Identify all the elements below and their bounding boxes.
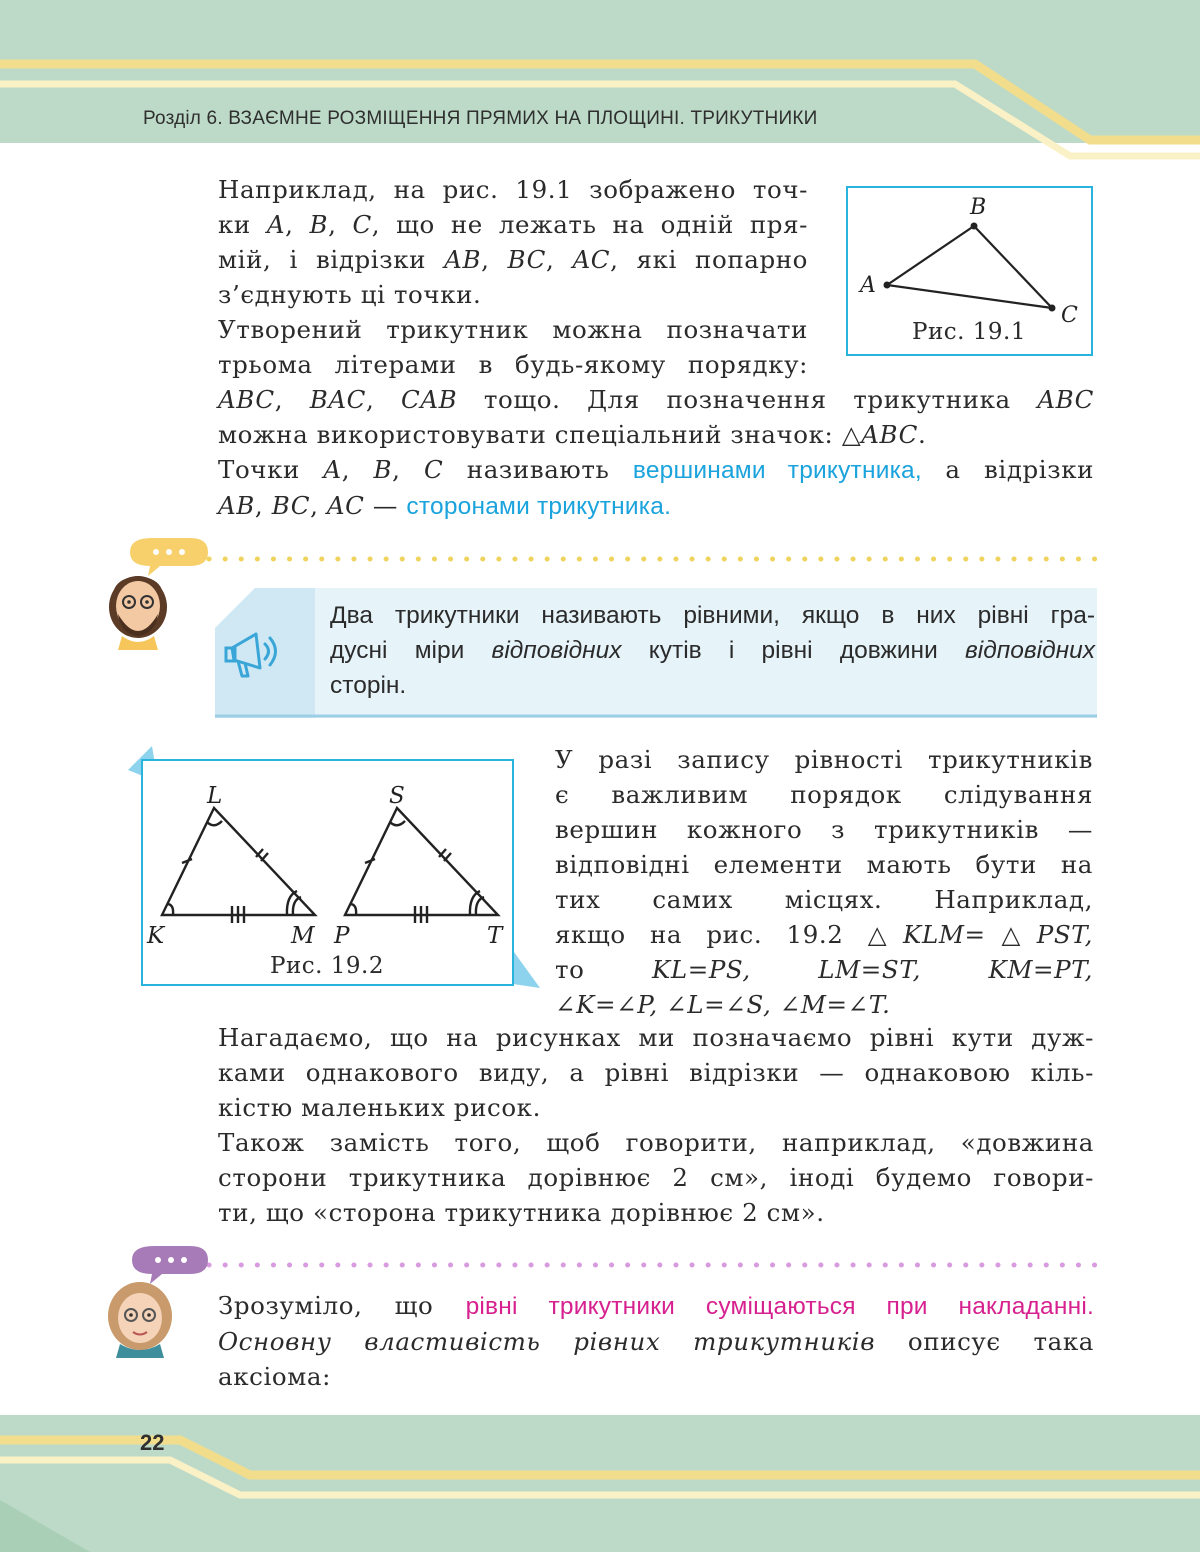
label-t: T: [487, 923, 503, 949]
label-l: L: [207, 783, 223, 809]
text-line: Основну властивість рівних трикутників описує така: [218, 1327, 1094, 1356]
text-line: ABC, BAC, CAB тощо. Для позначення трикутника ABC: [218, 385, 1095, 414]
text-line: трьома літерами в будь-якому порядку:: [218, 350, 808, 379]
definition-text: [330, 598, 1095, 703]
text-line: ти, що «сторона трикутника дорівнює 2 см».: [218, 1198, 825, 1227]
text-line: Також замість того, щоб говорити, наприклад, «довжина: [218, 1128, 1094, 1157]
term-sides: сторонами трикутника.: [406, 493, 672, 520]
footer-band: [0, 1415, 1200, 1552]
text-line: сторони трикутника дорівнює 2 см», іноді будемо говори-: [218, 1163, 1094, 1192]
character-teacher-man: [100, 530, 220, 650]
figure-19-1: [846, 186, 1093, 356]
text-line: Наприклад, на рис. 19.1 зображено точ-: [218, 175, 808, 204]
text-line: можна використовувати спеціальний значок: △ABC.: [218, 420, 927, 449]
label-b: B: [970, 195, 987, 220]
figure-caption: Рис. 19.1: [911, 319, 1027, 345]
label-p: P: [334, 923, 350, 949]
page-number: 22: [140, 1430, 165, 1455]
speech-bubble-icon: [130, 538, 208, 576]
label-k: K: [147, 923, 165, 949]
text-line: мій, і відрізки AB, BC, AC, які попарно: [218, 245, 809, 274]
congruent-triangles-drawing: [143, 761, 511, 983]
label-c: C: [1061, 303, 1078, 328]
text-line: Два трикутники називають рівними, якщо в них рівні гра-: [330, 602, 1095, 629]
megaphone-icon: [220, 618, 290, 690]
intro-paragraph-cont: [218, 382, 1094, 524]
text-line: якщо на рис. 19.2 △KLM=△PST,: [555, 920, 1094, 949]
text-line: У разі запису рівності трикутників: [555, 745, 1093, 774]
term-congruent-superposition: рівні трикутники суміщаються при накладанні.: [465, 1293, 1094, 1320]
text-line: ками однакового виду, а рівні відрізки — однаковою кіль-: [218, 1058, 1094, 1087]
text-line: з’єднують ці точки.: [218, 280, 482, 309]
character-teacher-woman: [100, 1240, 220, 1360]
text-line: аксіома:: [218, 1362, 331, 1391]
dotted-separator: [205, 554, 1100, 564]
dotted-separator: [205, 1260, 1100, 1270]
figure-caption: Рис. 19.2: [269, 953, 385, 979]
label-a: A: [860, 273, 876, 298]
label-s: S: [389, 783, 405, 809]
text-line: ∠K=∠P, ∠L=∠S, ∠M=∠T.: [555, 990, 891, 1019]
label-m: M: [291, 923, 315, 949]
text-line: є важливим порядок слідування: [555, 780, 1093, 809]
text-line: то KL=PS, LM=ST, KM=PT,: [555, 955, 1093, 984]
text-line: Утворений трикутник можна позначати: [218, 315, 808, 344]
text-line: ки A, B, C, що не лежать на одній пря-: [218, 210, 809, 239]
text-line: Зрозуміло, що рівні трикутники суміщаються при накладанні.: [218, 1291, 1094, 1320]
reminder-paragraph: [218, 1020, 1094, 1230]
text-line: AB, BC, AC — сторонами трикутника.: [218, 491, 672, 520]
chapter-title: Розділ 6. ВЗАЄМНЕ РОЗМІЩЕННЯ ПРЯМИХ НА ПЛОЩИНІ. ТРИКУТНИКИ: [143, 108, 818, 129]
text-line: тих самих місцях. Наприклад,: [555, 885, 1093, 914]
text-line: Нагадаємо, що на рисунках ми позначаємо рівні кути дуж-: [218, 1023, 1094, 1052]
axiom-intro-paragraph: [218, 1288, 1094, 1394]
triangle-symbol: △: [841, 420, 862, 449]
text-line: вершин кожного з трикутників —: [555, 815, 1093, 844]
text-line: сторін.: [330, 672, 407, 699]
term-vertices: вершинами трикутника,: [632, 457, 922, 484]
order-paragraph: [555, 742, 1093, 1022]
text-line: Точки A, B, C називають вершинами трикутника, а відрізки: [218, 455, 1095, 484]
intro-paragraph: [218, 172, 808, 382]
text-line: відповідні елементи мають бути на: [555, 850, 1093, 879]
text-line: дусні міри відповідних кутів і рівні довжини відповідних: [330, 637, 1096, 664]
speech-bubble-icon: [132, 1246, 208, 1284]
figure-19-2: [141, 759, 514, 986]
text-line: кістю маленьких рисок.: [218, 1093, 541, 1122]
